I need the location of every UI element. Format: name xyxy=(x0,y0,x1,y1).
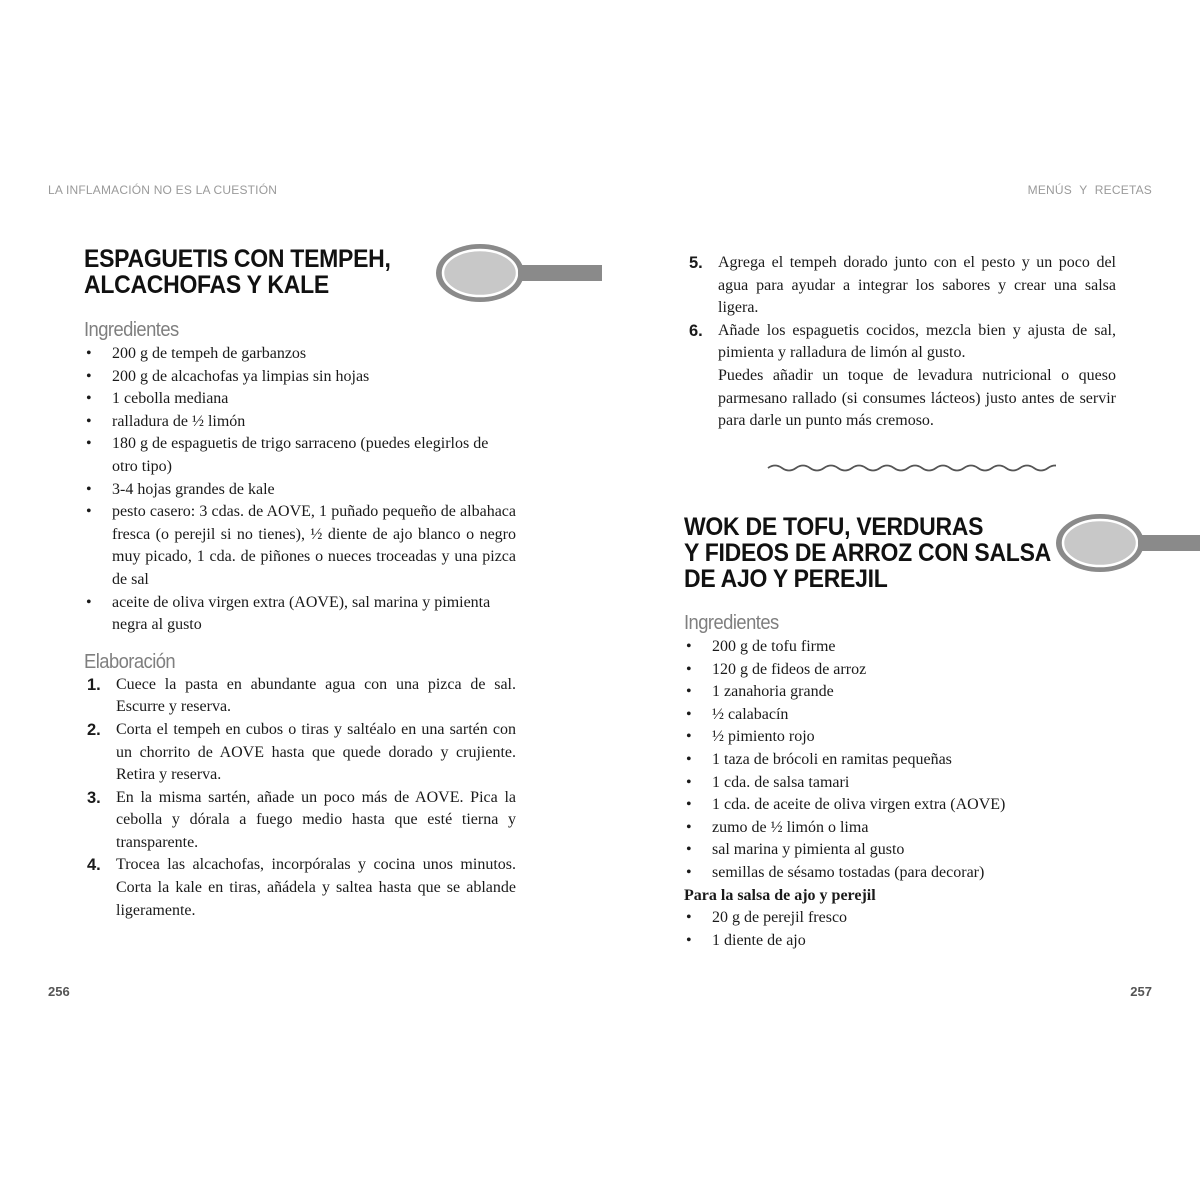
method-steps xyxy=(84,674,516,923)
ingredient-item: • 1 cda. de aceite de oliva virgen extra (AOVE) xyxy=(684,794,1116,817)
step-item xyxy=(84,854,516,922)
ingredient-item: • ½ calabacín xyxy=(684,704,1116,727)
recipe-title xyxy=(684,514,1081,592)
recipe-espaguetis-continued xyxy=(686,252,1116,433)
ingredient-item: • zumo de ½ limón o lima xyxy=(684,817,1116,840)
ingredient-item: • 120 g de fideos de arroz xyxy=(684,659,1116,682)
ingredient-item: • 20 g de perejil fresco xyxy=(684,907,1116,930)
recipe-title-line: Y FIDEOS DE ARROZ CON SALSA xyxy=(684,539,1051,567)
ingredient-item: • 1 diente de ajo xyxy=(684,930,1116,953)
recipe-title xyxy=(84,246,481,298)
ingredients-heading: Ingredientes xyxy=(84,319,179,341)
step-text: En la misma sartén, añade un poco más de AOVE. Pica la cebolla y dórala a fuego medio hasta que esté tierna y transparente. xyxy=(116,788,516,851)
ingredient-item: • sal marina y pimienta al gusto xyxy=(684,839,1116,862)
ingredient-item: • semillas de sésamo tostadas (para decorar) xyxy=(684,862,1116,885)
step-text: Añade los espaguetis cocidos, mezcla bien y ajusta de sal, pimienta y ralladura de limón al gusto. xyxy=(718,321,1116,362)
recipe-title-line: ALCACHOFAS Y KALE xyxy=(84,271,329,299)
step-item xyxy=(686,252,1116,320)
ingredient-item: • 200 g de alcachofas ya limpias sin hojas xyxy=(84,366,516,389)
wave-divider-icon xyxy=(766,460,1056,476)
ingredients-list xyxy=(84,343,516,637)
recipe-title-line: WOK DE TOFU, VERDURAS xyxy=(684,513,984,541)
ingredient-item: • 3-4 hojas grandes de kale xyxy=(84,479,516,502)
sauce-ingredients-list xyxy=(684,907,1116,952)
ingredient-item: • 180 g de espaguetis de trigo sarraceno (puedes elegirlos de otro tipo) xyxy=(84,433,516,478)
recipe-espaguetis xyxy=(84,246,516,922)
ingredient-item: • 200 g de tempeh de garbanzos xyxy=(84,343,516,366)
step-item xyxy=(84,787,516,855)
method-steps xyxy=(686,252,1116,433)
recipe-title-line: ESPAGUETIS CON TEMPEH, xyxy=(84,245,391,273)
ingredient-item: • pesto casero: 3 cdas. de AOVE, 1 puñado pequeño de albahaca fresca (o perejil si no tienes), ½ diente de ajo blanco o negro muy picado, 1 cda. de piñones o nueces troceadas y una pizca de sal xyxy=(84,501,516,591)
ingredient-item: • aceite de oliva virgen extra (AOVE), sal marina y pimienta negra al gusto xyxy=(84,592,516,637)
tip-paragraph xyxy=(686,365,1116,433)
ingredient-item: • 1 cebolla mediana xyxy=(84,388,516,411)
ingredient-item: • ½ pimiento rojo xyxy=(684,726,1116,749)
step-number: 4. xyxy=(87,856,101,875)
step-number: 2. xyxy=(87,720,101,739)
page-number-left: 256 xyxy=(48,984,70,999)
running-head-left: LA INFLAMACIÓN NO ES LA CUESTIÓN xyxy=(48,183,278,197)
ingredients-list xyxy=(684,636,1116,885)
recipe-wok xyxy=(684,514,1116,952)
step-text: Cuece la pasta en abundante agua con una pizca de sal. Escurre y reserva. xyxy=(116,675,516,716)
tip-text: Puedes añadir un toque de levadura nutricional o queso parmesano rallado (si consumes lácteos) justo antes de servir para darle un punto más cremoso. xyxy=(718,366,1116,430)
recipe-title-line: DE AJO Y PEREJIL xyxy=(684,565,888,593)
running-head-right: MENÚS Y RECETAS xyxy=(1027,183,1152,197)
ingredient-item: • 1 zanahoria grande xyxy=(684,681,1116,704)
step-number: 3. xyxy=(87,788,101,807)
step-text: Trocea las alcachofas, incorpóralas y cocina unos minutos. Corta la kale en tiras, añádela y saltea hasta que se ablande ligeramente. xyxy=(116,856,516,919)
ingredient-item: • 1 cda. de salsa tamari xyxy=(684,772,1116,795)
ingredient-item: • 1 taza de brócoli en ramitas pequeñas xyxy=(684,749,1116,772)
step-text: Corta el tempeh en cubos o tiras y saltéalo en una sartén con un chorrito de AOVE hasta que quede dorado y crujiente. Retira y reserva. xyxy=(116,720,516,784)
sauce-subheading: Para la salsa de ajo y perejil xyxy=(684,886,876,904)
step-number: 6. xyxy=(689,321,703,340)
ingredients-heading: Ingredientes xyxy=(684,612,779,634)
step-text: Agrega el tempeh dorado junto con el pesto y un poco del agua para ayudar a integrar los sabores y crear una salsa ligera. xyxy=(718,254,1116,317)
step-item xyxy=(84,719,516,787)
step-item xyxy=(84,674,516,719)
page-number-right: 257 xyxy=(1130,984,1152,999)
method-heading: Elaboración xyxy=(84,650,176,673)
ingredient-item: • ralladura de ½ limón xyxy=(84,411,516,434)
step-item xyxy=(686,320,1116,365)
step-number: 5. xyxy=(689,254,703,272)
step-number: 1. xyxy=(87,675,101,694)
ingredient-item: • 200 g de tofu firme xyxy=(684,636,1116,659)
